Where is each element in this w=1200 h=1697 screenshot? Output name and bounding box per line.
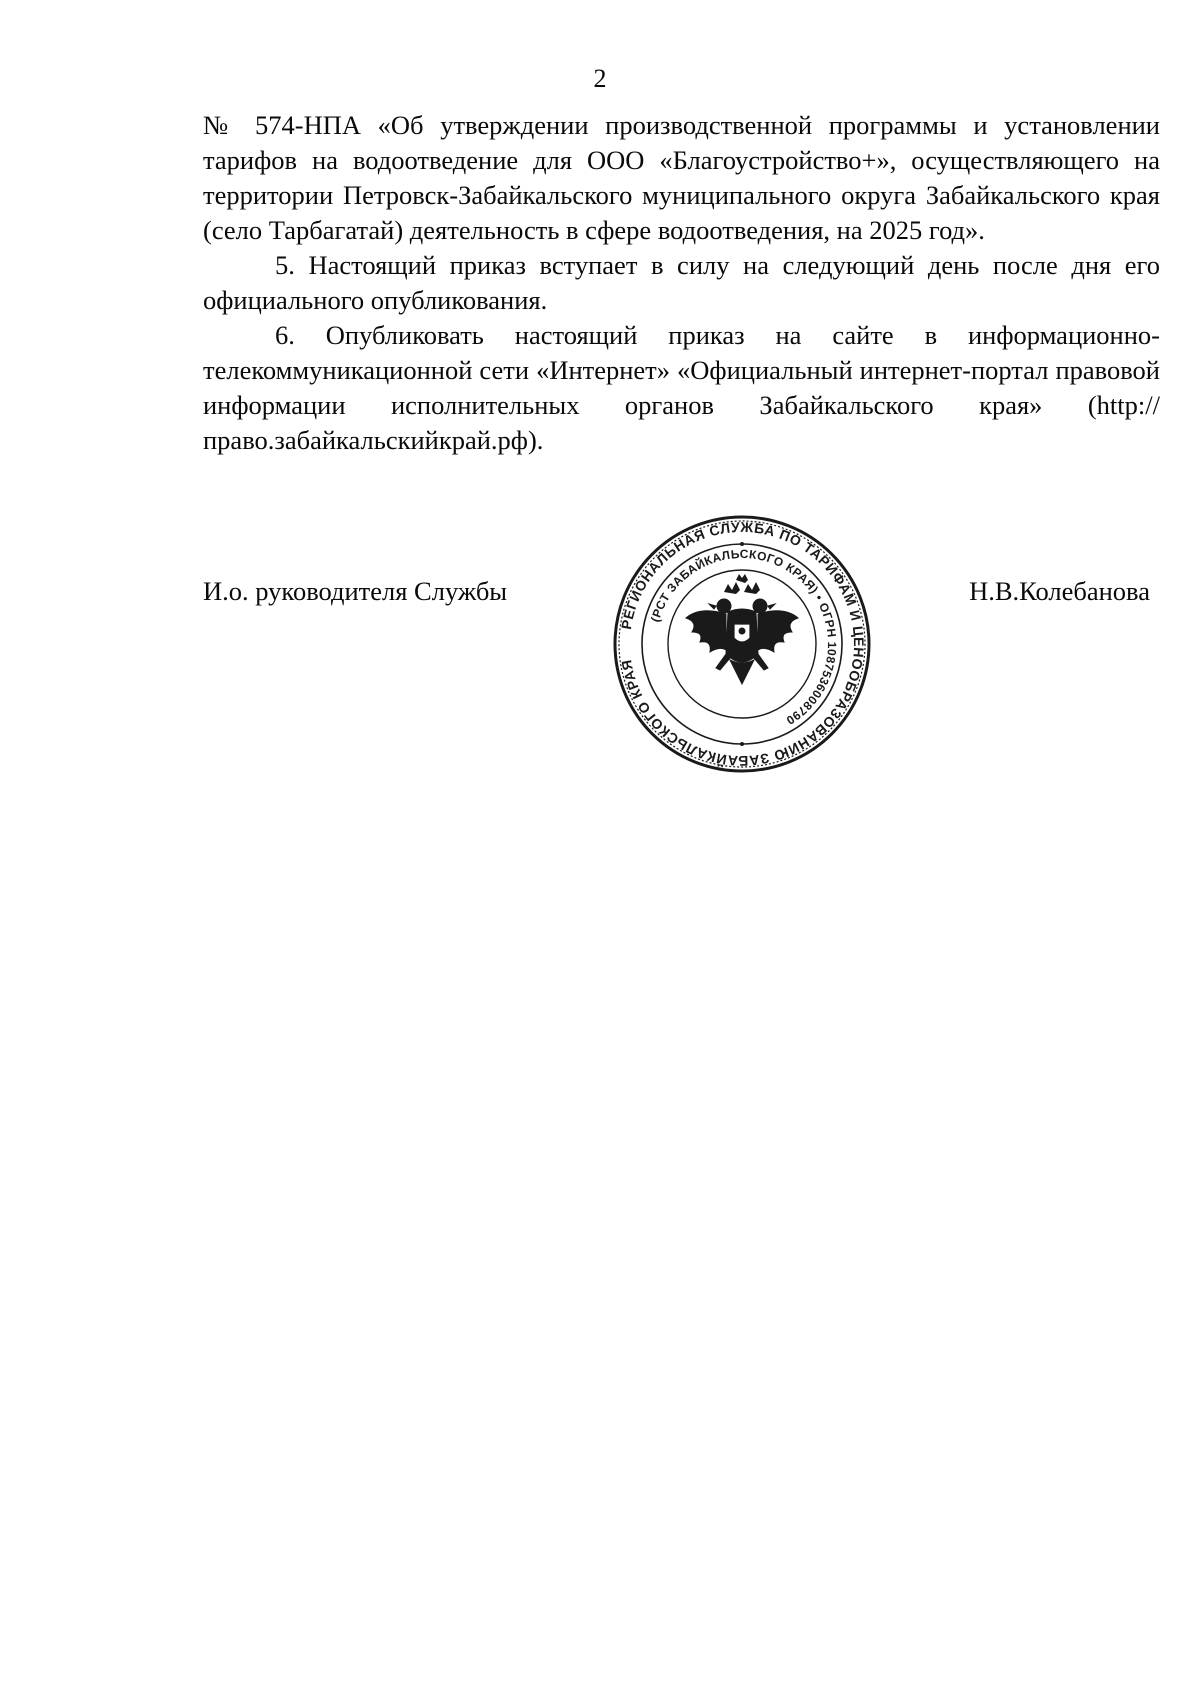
paragraph-6: 6. Опубликовать настоящий приказ на сайте в информационно-телекоммуникационной сети «Интернет» «Официальный интернет-портал правовой информации исполнительных органов Забайкальского края» (http://право.забайкальскийкрай.рф).	[203, 320, 1160, 455]
signatory-name: Н.В.Колебанова	[969, 576, 1150, 606]
document-body	[203, 108, 1160, 458]
paragraph-continuation: № 574-НПА «Об утверждении производственной программы и установлении тарифов на водоотведение для ООО «Благоустройство+», осуществляющего на территории Петровск-Забайкальского муниципального округа Забайкальского края (село Тарбагатай) деятельность в сфере водоотведения, на 2025 год».	[203, 110, 1160, 245]
page-number: 2	[593, 64, 607, 93]
seal-outer-text: РЕГИОНАЛЬНАЯ СЛУЖБА ПО ТАРИФАМ И ЦЕНООБРАЗОВАНИЮ ЗАБАЙКАЛЬСКОГО КРАЯ	[617, 518, 868, 770]
official-seal	[612, 514, 872, 774]
coat-of-arms-icon	[686, 574, 798, 684]
paragraph-5: 5. Настоящий приказ вступает в силу на следующий день после дня его официального опубликования.	[203, 250, 1160, 315]
seal-inner-text: (РСТ ЗАБАЙКАЛЬСКОГО КРАЯ) • ОГРН 1087536008790	[648, 546, 840, 728]
signatory-position: И.о. руководителя Службы	[203, 576, 508, 606]
